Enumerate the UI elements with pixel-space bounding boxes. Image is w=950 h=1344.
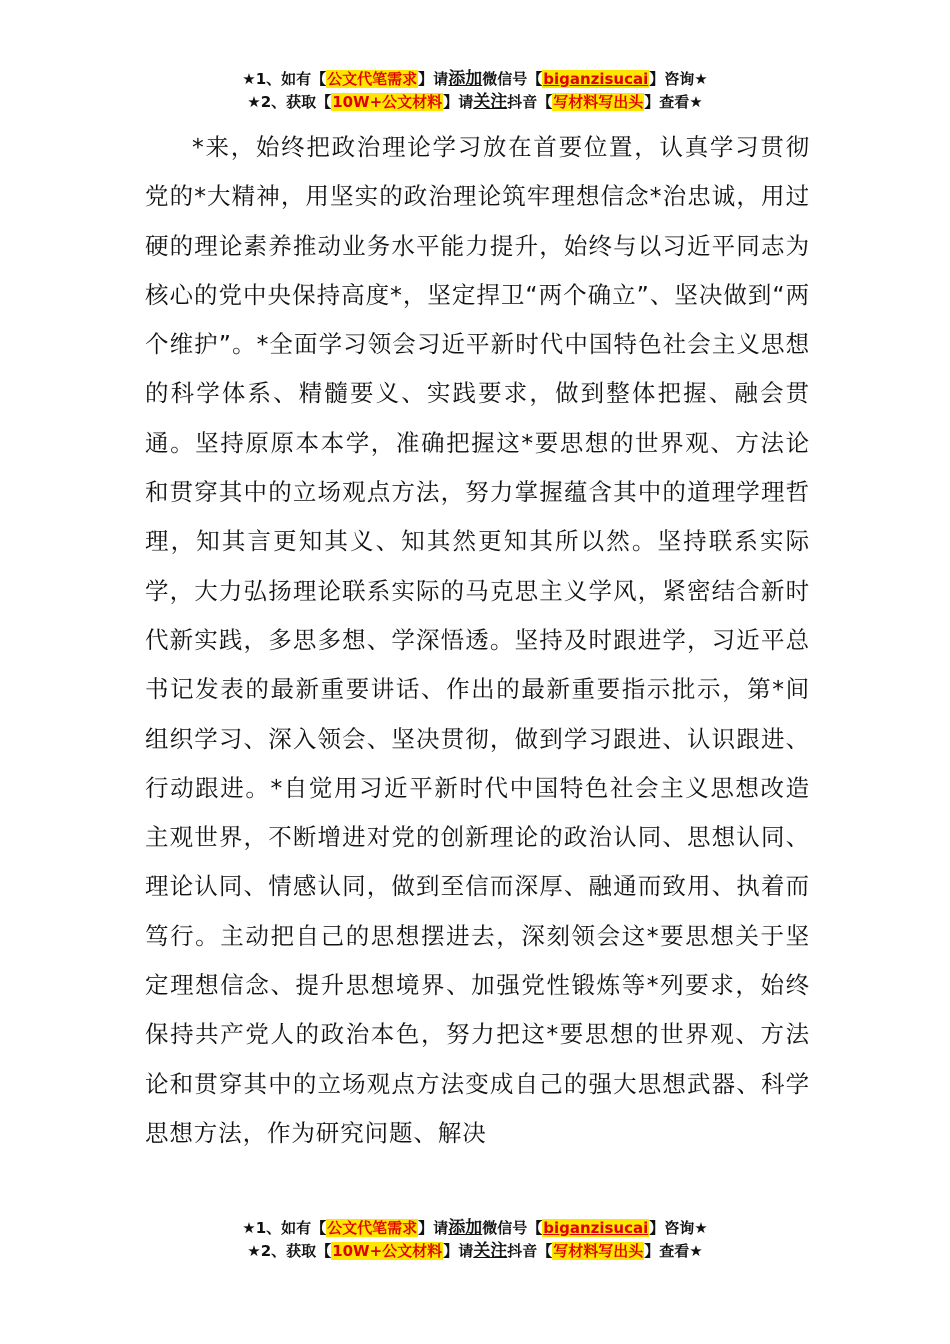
materials-highlight: 10W+公文材料 bbox=[332, 93, 443, 111]
service-highlight: 公文代笔需求 bbox=[327, 1219, 418, 1237]
douyin-account: 写材料写出头 bbox=[553, 93, 644, 111]
promo-line-2: ★2、获取【10W+公文材料】请关注抖音【写材料写出头】查看★ bbox=[247, 1241, 703, 1261]
header-promo-banner bbox=[0, 68, 950, 114]
promo-line-1: ★1、如有【公文代笔需求】请添加微信号【biganzisucai】咨询★ bbox=[242, 1218, 708, 1238]
promo-line-1: ★1、如有【公文代笔需求】请添加微信号【biganzisucai】咨询★ bbox=[242, 69, 708, 89]
wechat-id: biganzisucai bbox=[543, 1219, 649, 1237]
service-highlight: 公文代笔需求 bbox=[327, 70, 418, 88]
wechat-id: biganzisucai bbox=[543, 70, 649, 88]
douyin-account: 写材料写出头 bbox=[553, 1242, 644, 1260]
footer-promo-banner bbox=[0, 1217, 950, 1263]
materials-highlight: 10W+公文材料 bbox=[332, 1242, 443, 1260]
body-paragraph: *来，始终把政治理论学习放在首要位置，认真学习贯彻党的*大精神，用坚实的政治理论筑牢理想信念*治忠诚，用过硬的理论素养推动业务水平能力提升，始终与以习近平同志为核心的党中央保持高度*，坚定捍卫“两个确立”、坚决做到“两个维护”。*全面学习领会习近平新时代中国特色社会主义思想的科学体系、精髓要义、实践要求，做到整体把握、融会贯通。坚持原原本本学，准确把握这*要思想的世界观、方法论和贯穿其中的立场观点方法，努力掌握蕴含其中的道理学理哲理，知其言更知其义、知其然更知其所以然。坚持联系实际学，大力弘扬理论联系实际的马克思主义学风，紧密结合新时代新实践，多思多想、学深悟透。坚持及时跟进学，习近平总书记发表的最新重要讲话、作出的最新重要指示批示，第*间组织学习、深入领会、坚决贯彻，做到学习跟进、认识跟进、行动跟进。*自觉用习近平新时代中国特色社会主义思想改造主观世界，不断增进对党的创新理论的政治认同、思想认同、理论认同、情感认同，做到至信而深厚、融通而致用、执着而笃行。主动把自己的思想摆进去，深刻领会这*要思想关于坚定理想信念、提升思想境界、加强党性锻炼等*列要求，始终保持共产党人的政治本色，努力把这*要思想的世界观、方法论和贯穿其中的立场观点方法变成自己的强大思想武器、科学思想方法，作为研究问题、解决 bbox=[145, 133, 810, 1147]
document-body bbox=[145, 123, 810, 1158]
promo-line-2: ★2、获取【10W+公文材料】请关注抖音【写材料写出头】查看★ bbox=[247, 92, 703, 112]
